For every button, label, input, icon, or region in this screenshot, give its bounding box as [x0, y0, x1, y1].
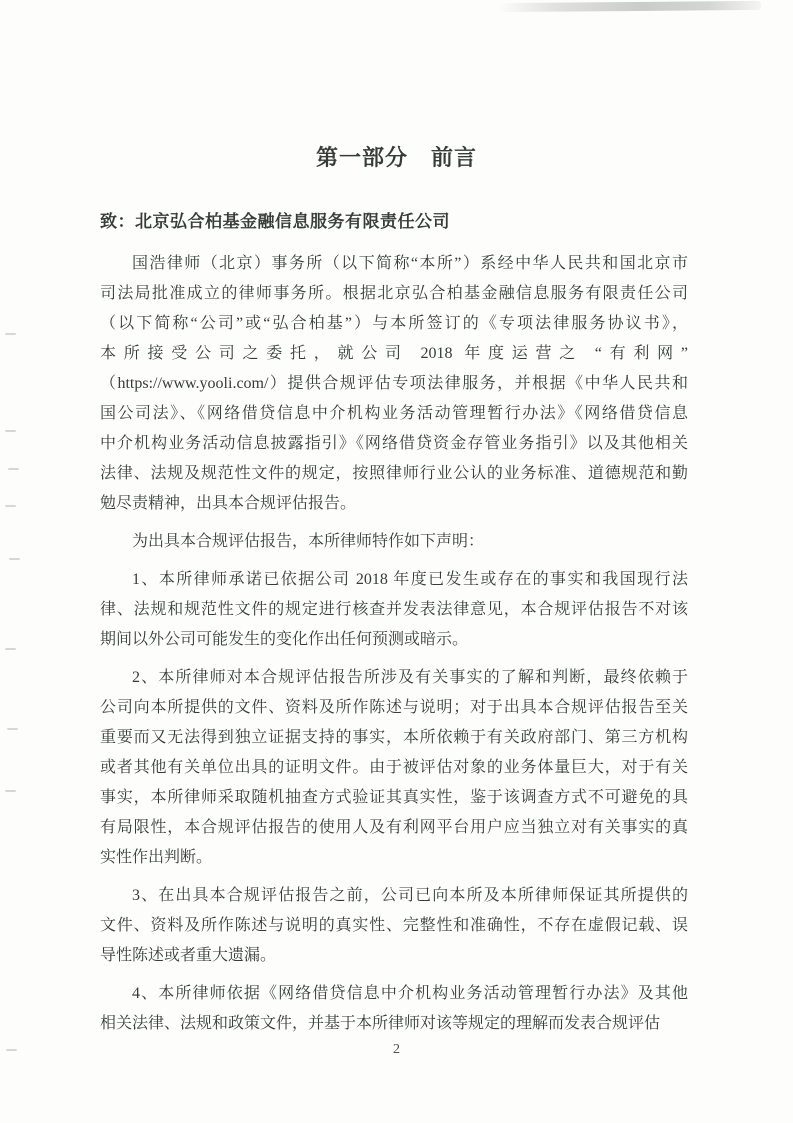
- paragraph-intro: [100, 249, 688, 519]
- text-line: 法律、法规及规范性文件的规定，按照律师行业公认的业务标准、道德规范和勤: [100, 465, 688, 482]
- text-line: 或者其他有关单位出具的证明文件。由于被评估对象的业务体量巨大，对于有关: [100, 759, 688, 776]
- scan-artifact-left-edge: [5, 648, 16, 650]
- text-line: 有局限性，本合规评估报告的使用人及有利网平台用户应当独立对有关事实的真: [100, 819, 688, 836]
- text-line: 相关法律、法规和政策文件，并基于本所律师对该等规定的理解而发表合规评估: [100, 1015, 661, 1032]
- text-line: （以下简称“公司”或“弘合柏基”）与本所签订的《专项法律服务协议书》，: [100, 315, 688, 332]
- paragraph-declaration-lead: [100, 527, 688, 557]
- scan-artifact-left-edge: [5, 333, 16, 335]
- text-line: 律、法规和规范性文件的规定进行核查并发表法律意见，本合规评估报告不对该: [100, 601, 688, 618]
- text-line: 司法局批准成立的律师事务所。根据北京弘合柏基金融信息服务有限责任公司: [100, 285, 688, 302]
- page-number: 2: [393, 1042, 400, 1057]
- text-line: 中介机构业务活动信息披露指引》《网络借贷资金存管业务指引》以及其他相关: [100, 435, 688, 452]
- text-line: 国公司法》、《网络借贷信息中介机构业务活动管理暂行办法》《网络借贷信息: [100, 405, 688, 422]
- scan-artifact-left-edge: [5, 505, 16, 507]
- text-line: 3、在出具本合规评估报告之前，公司已向本所及本所律师保证其所提供的: [132, 887, 688, 904]
- salutation: 致：北京弘合柏基金融信息服务有限责任公司: [100, 212, 450, 231]
- scan-artifact-left-edge: [7, 728, 18, 730]
- scan-artifact-left-edge: [8, 468, 19, 470]
- section-title: 第一部分 前言: [315, 145, 477, 170]
- paragraph-item-3: [100, 881, 688, 971]
- text-line: 导性陈述或者重大遗漏。: [100, 947, 277, 964]
- text-line: 4、本所律师依据《网络借贷信息中介机构业务活动管理暂行办法》及其他: [132, 985, 688, 1002]
- scan-artifact-left-edge: [9, 558, 20, 560]
- scan-artifact-left-edge: [5, 430, 16, 432]
- text-line: 公司向本所提供的文件、资料及所作陈述与说明；对于出具本合规评估报告至关: [100, 699, 688, 716]
- header-rule: [120, 83, 687, 87]
- scan-artifact-top-edge: [497, 1, 761, 12]
- paragraph-item-4: [100, 979, 688, 1039]
- text-line: 为出具本合规评估报告，本所律师特作如下声明：: [132, 533, 485, 550]
- text-line: 实性作出判断。: [100, 849, 213, 866]
- document-body: [100, 249, 688, 1047]
- text-line: 本所接受公司之委托，就公司 2018 年度运营之 “有利网”: [100, 345, 688, 362]
- paragraph-item-2: [100, 663, 688, 873]
- text-line: 国浩律师（北京）事务所（以下简称“本所”）系经中华人民共和国北京市: [132, 255, 688, 272]
- text-line: 文件、资料及所作陈述与说明的真实性、完整性和准确性，不存在虚假记载、误: [100, 917, 688, 934]
- text-line: 重要而又无法得到独立证据支持的事实，本所依赖于有关政府部门、第三方机构: [100, 729, 688, 746]
- text-line: 2、本所律师对本合规评估报告所涉及有关事实的了解和判断，最终依赖于: [132, 669, 688, 686]
- text-line: （https://www.yooli.com/）提供合规评估专项法律服务，并根据《中华人民共和: [100, 375, 688, 392]
- text-line: 1、本所律师承诺已依据公司 2018 年度已发生或存在的事实和我国现行法: [132, 571, 688, 588]
- paragraph-item-1: [100, 565, 688, 655]
- text-line: 勉尽责精神，出具本合规评估报告。: [100, 495, 357, 512]
- scan-artifact-left-edge: [5, 790, 16, 792]
- text-line: 期间以外公司可能发生的变化作出任何预测或暗示。: [100, 631, 469, 648]
- text-line: 事实，本所律师采取随机抽查方式验证其真实性，鉴于该调查方式不可避免的具: [100, 789, 688, 806]
